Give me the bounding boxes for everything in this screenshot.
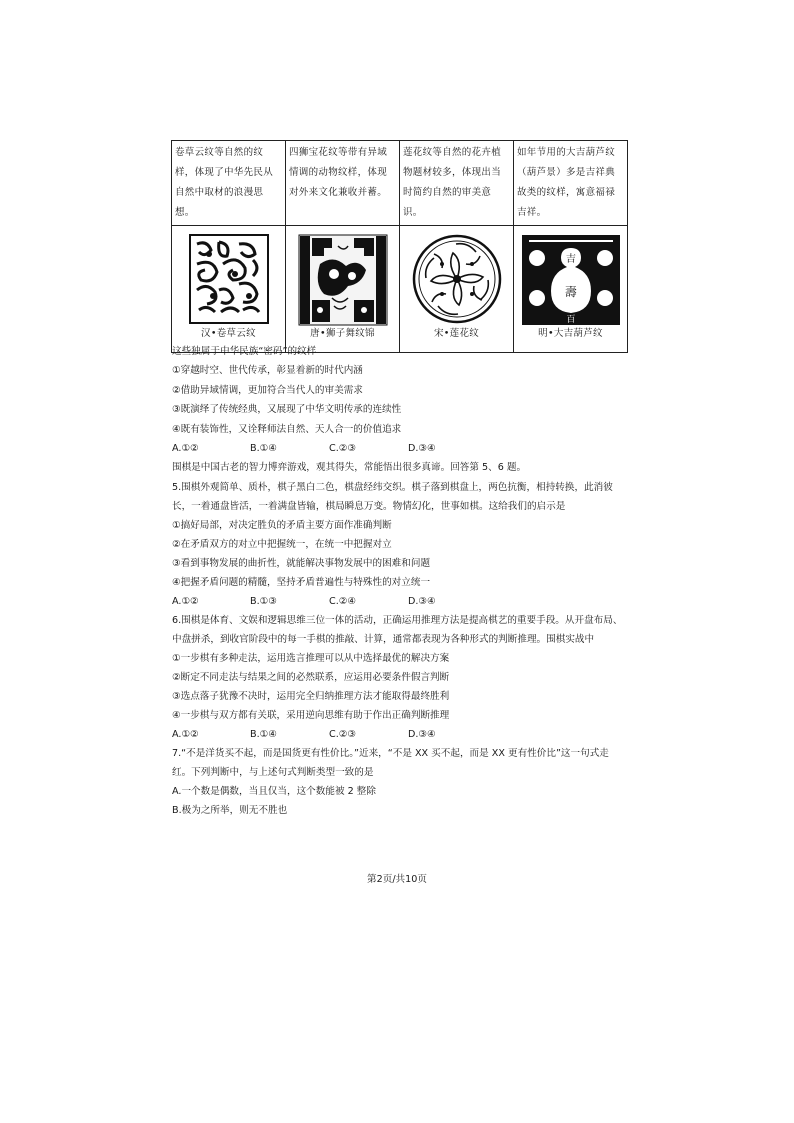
q6-option-b: B.①④ xyxy=(250,729,277,740)
q4-item-1: ①穿越时空、世代传承，彰显着新的时代内涵 xyxy=(172,365,363,376)
q6-item-4: ④一步棋与双方都有关联，采用逆向思维有助于作出正确判断推理 xyxy=(172,710,450,721)
q5-item-3: ③看到事物发展的曲折性，就能解决事物发展中的困难和问题 xyxy=(172,558,431,569)
q4-item-2: ②借助异域情调，更加符合当代人的审美需求 xyxy=(172,385,363,396)
table-caption-3: 宋•莲花纹 xyxy=(433,328,480,339)
pattern-table xyxy=(171,140,628,353)
q6-item-1: ①一步棋有多种走法，运用选言推理可以从中选择最优的解决方案 xyxy=(172,653,450,664)
table-desc-3: 莲花纹等自然的花卉植物题材较多，体现出当时简约自然的审美意识。 xyxy=(400,141,514,226)
q5-option-a: A.①② xyxy=(172,596,199,607)
table-image-cell-3 xyxy=(400,226,514,353)
q4-option-d: D.③④ xyxy=(408,443,436,454)
q6-option-a: A.①② xyxy=(172,729,199,740)
q4-option-b: B.①④ xyxy=(250,443,277,454)
lotus-pattern-image xyxy=(412,234,502,324)
go-intro: 围棋是中国古老的智力博弈游戏，观其得失，常能悟出很多真谛。回答第 5、6 题。 xyxy=(172,462,527,473)
q6-option-d: D.③④ xyxy=(408,729,436,740)
table-image-cell-4 xyxy=(514,226,628,353)
gourd-seal-char: 壽 xyxy=(564,285,577,299)
table-image-cell-1 xyxy=(172,226,286,353)
q5-option-d: D.③④ xyxy=(408,596,436,607)
table-desc-4: 如年节用的大吉葫芦纹（葫芦景）多是吉祥典故类的纹样，寓意福禄吉祥。 xyxy=(514,141,628,226)
q5-option-c: C.②④ xyxy=(329,596,356,607)
table-image-cell-2 xyxy=(286,226,400,353)
q5-item-2: ②在矛盾双方的对立中把握统一，在统一中把握对立 xyxy=(172,539,392,550)
q7-option-a: A.一个数是偶数，当且仅当，这个数能被 2 整除 xyxy=(172,786,376,797)
q6-option-c: C.②③ xyxy=(329,729,356,740)
q6-stem-line-1: 6.围棋是体育、文娱和逻辑思维三位一体的活动，正确运用推理方法是提高棋艺的重要手段。从开盘布局、 xyxy=(172,615,623,626)
gourd-bottom-char: 百 xyxy=(565,315,576,325)
q5-item-1: ①搞好局部，对决定胜负的矛盾主要方面作准确判断 xyxy=(172,520,392,531)
q7-option-b: B.极为之所举，则无不胜也 xyxy=(172,805,288,816)
q5-item-4: ④把握矛盾问题的精髓，坚持矛盾普遍性与特殊性的对立统一 xyxy=(172,577,431,588)
q4-item-4: ④既有装饰性，又诠释师法自然、天人合一的价值追求 xyxy=(172,424,402,435)
gourd-pattern-image xyxy=(521,234,621,326)
q4-stem: 这些独属于中华民族“密码”的纹样 xyxy=(172,346,317,357)
q6-stem-line-2: 中盘拼杀，到收官阶段中的每一手棋的推敲、计算，通常都表现为各种形式的判断推理。围棋实战中 xyxy=(172,634,595,645)
lion-dance-brocade-image xyxy=(298,234,388,326)
q7-stem-line-1: 7.“不是洋货买不起，而是国货更有性价比。”近来，“不是 XX 买不起，而是 XX 更有性价比”这一句式走 xyxy=(172,748,609,759)
q5-option-b: B.①③ xyxy=(250,596,277,607)
q4-option-c: C.②③ xyxy=(329,443,356,454)
table-desc-1: 卷草云纹等自然的纹样，体现了中华先民从自然中取材的浪漫思想。 xyxy=(172,141,286,226)
page-number: 第2页/共10页 xyxy=(367,874,427,885)
cloud-scroll-pattern-image xyxy=(189,234,269,324)
table-caption-4: 明•大吉葫芦纹 xyxy=(538,328,603,339)
q5-stem-line-2: 长，一着通盘皆活，一着满盘皆输，棋局瞬息万变。物情幻化，世事如棋。这给我们的启示是 xyxy=(172,501,566,512)
q4-item-3: ③既演绎了传统经典，又展现了中华文明传承的连续性 xyxy=(172,404,402,415)
q6-item-3: ③选点落子犹豫不决时，运用完全归纳推理方法才能取得最终胜利 xyxy=(172,691,450,702)
q5-stem-line-1: 5.围棋外观简单、质朴，棋子黑白二色，棋盘经纬交织。棋子落到棋盘上，两色抗衡，相持转换，此消彼 xyxy=(172,482,613,493)
table-caption-1: 汉•卷草云纹 xyxy=(201,328,256,339)
q6-item-2: ②断定不同走法与结果之间的必然联系，应运用必要条件假言判断 xyxy=(172,672,450,683)
gourd-top-char: 吉 xyxy=(565,254,576,265)
q7-stem-line-2: 红。下列判断中，与上述句式判断类型一致的是 xyxy=(172,767,374,778)
table-caption-2: 唐•狮子舞纹锦 xyxy=(310,328,375,339)
table-desc-2: 四狮宝花纹等带有异域情调的动物纹样，体现对外来文化兼收并蓄。 xyxy=(286,141,400,226)
q4-option-a: A.①② xyxy=(172,443,199,454)
